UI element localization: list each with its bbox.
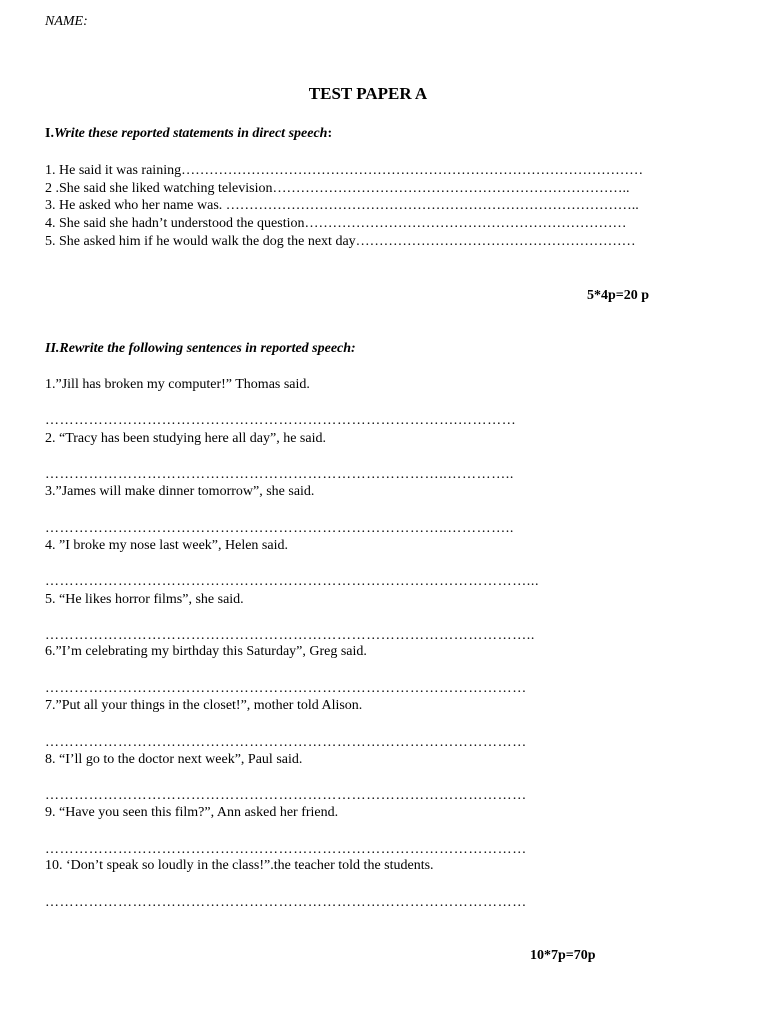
question-text: 8. “I’ll go to the doctor next week”, Paul said. — [45, 752, 303, 767]
question-text: 5. “He likes horror films”, she said. — [45, 592, 244, 607]
section2-heading: II.Rewrite the following sentences in reported speech: — [45, 341, 356, 356]
page-title: TEST PAPER A — [308, 84, 428, 103]
answer-line: ……………………………………………………………………………………… — [45, 895, 527, 910]
question-text: 3.”James will make dinner tomorrow”, she said. — [45, 484, 315, 499]
question-text: 6.”I’m celebrating my birthday this Saturday”, Greg said. — [45, 644, 367, 659]
section1-instruction: Write these reported statements in direct speech — [53, 126, 328, 141]
statement-item: 2 .She said she liked watching television………………………………………………………………….. — [45, 181, 630, 196]
section1-number: I. — [45, 126, 54, 141]
statement-item: 3. He asked who her name was. …………………………………………………………………………….. — [45, 198, 639, 213]
question-text: 10. ‘Don’t speak so loudly in the class!”.the teacher told the students. — [45, 858, 434, 873]
section1-heading — [45, 125, 332, 142]
statement-item: 4. She said she hadn’t understood the question…………………………………………………………… — [45, 216, 627, 231]
answer-line: ………………………………………………………………………..………….. — [45, 521, 514, 536]
question-text: 7.”Put all your things in the closet!”, mother told Alison. — [45, 698, 363, 713]
statement-item: 5. She asked him if he would walk the dog the next day…………………………………………………… — [45, 234, 636, 249]
section1-colon: : — [327, 126, 333, 141]
answer-line: ……………………………………………………………………………………… — [45, 735, 527, 750]
answer-line: ……………………………………………………………………………………… — [45, 842, 527, 857]
section2-score: 10*7p=70p — [530, 948, 596, 963]
answer-line: ………………………………………………………………………..………….. — [45, 467, 514, 482]
section1-score: 5*4p=20 p — [587, 288, 650, 303]
question-text: 1.”Jill has broken my computer!” Thomas said. — [45, 377, 310, 392]
answer-line: ……………………………………………………………………………………….. — [45, 628, 535, 643]
answer-line: ………………………………………………………………………….………… — [45, 413, 517, 428]
statement-item: 1. He said it was raining……………………………………………………………………………………… — [45, 163, 644, 178]
answer-line: ………………………………………………………………………………………... — [45, 574, 540, 589]
question-text: 2. “Tracy has been studying here all day”, he said. — [45, 431, 326, 446]
question-text: 4. ”I broke my nose last week”, Helen said. — [45, 538, 288, 553]
answer-line: ……………………………………………………………………………………… — [45, 681, 527, 696]
name-label: NAME: — [45, 14, 88, 29]
answer-line: ……………………………………………………………………………………… — [45, 788, 527, 803]
question-text: 9. “Have you seen this film?”, Ann asked her friend. — [45, 805, 339, 820]
